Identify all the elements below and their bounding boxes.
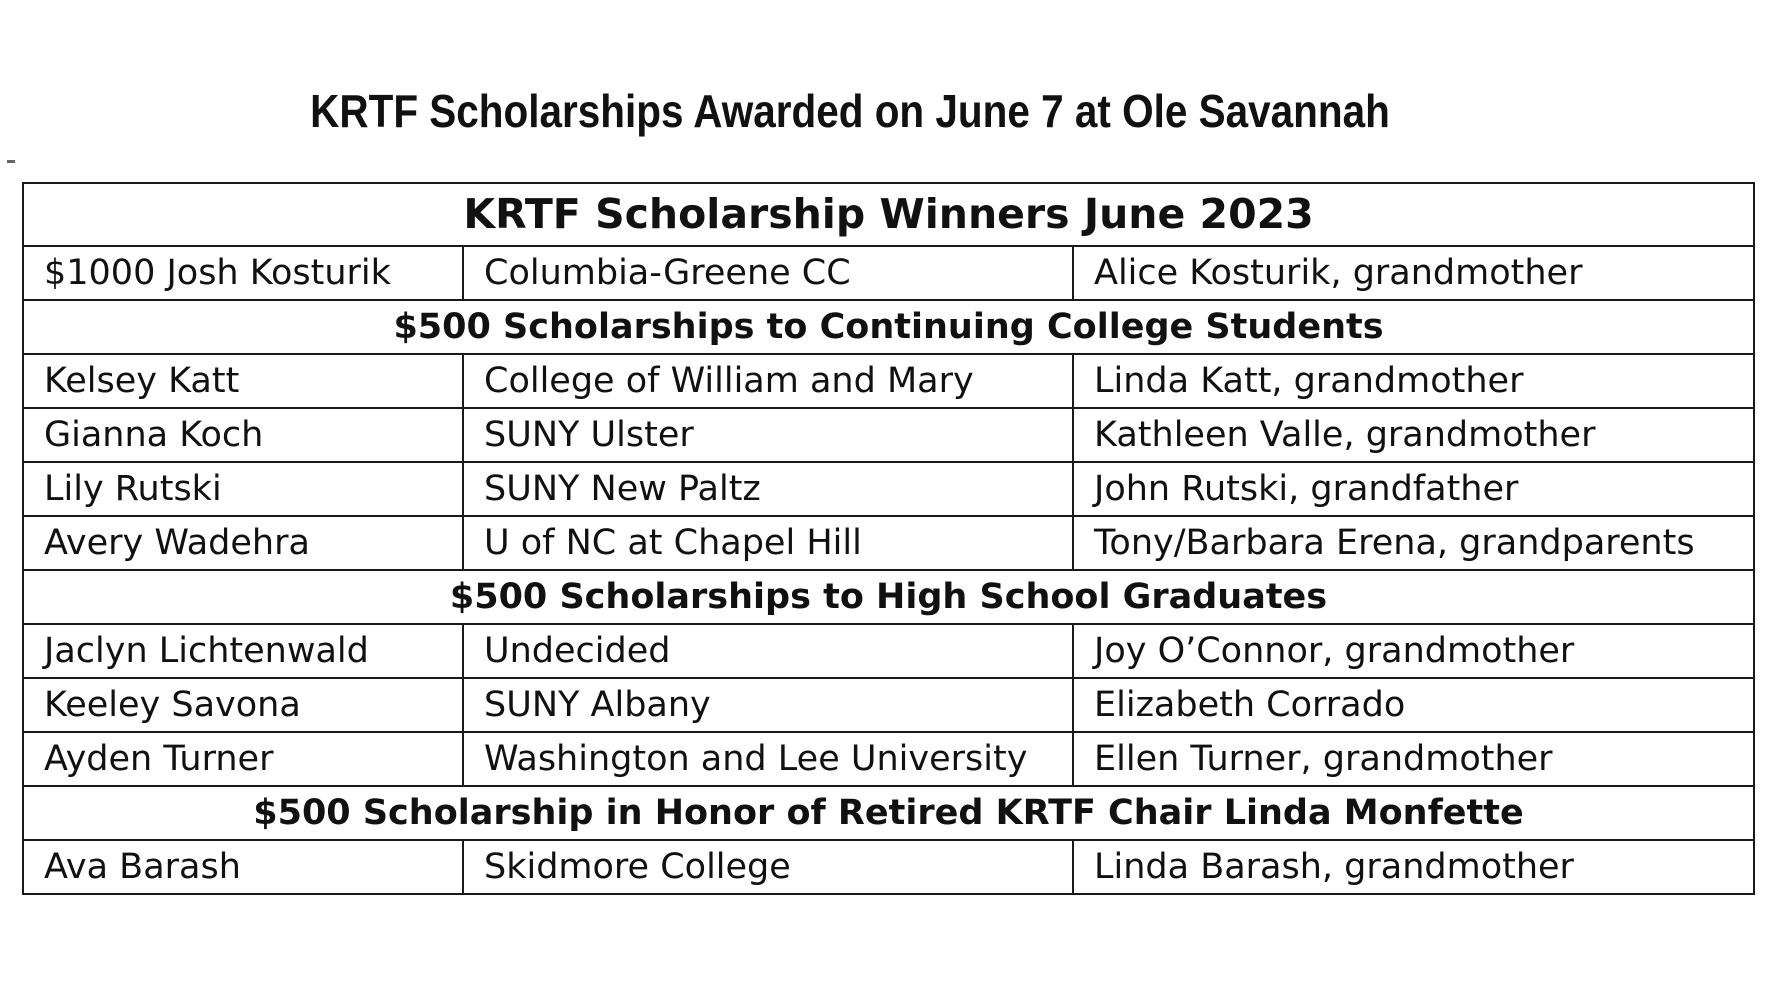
table-row xyxy=(23,624,1754,678)
relative: Ellen Turner, grandmother xyxy=(1073,732,1754,786)
section-heading: $500 Scholarships to Continuing College Students xyxy=(23,300,1754,354)
winner-name: Ava Barash xyxy=(23,840,463,894)
section-heading-row xyxy=(23,300,1754,354)
section-heading: $500 Scholarships to High School Graduates xyxy=(23,570,1754,624)
college: Columbia-Greene CC xyxy=(463,246,1073,300)
relative: Linda Barash, grandmother xyxy=(1073,840,1754,894)
table-title-row xyxy=(23,183,1754,246)
winner-name: Avery Wadehra xyxy=(23,516,463,570)
relative: John Rutski, grandfather xyxy=(1073,462,1754,516)
winner-name: Jaclyn Lichtenwald xyxy=(23,624,463,678)
college: SUNY Albany xyxy=(463,678,1073,732)
table-row xyxy=(23,246,1754,300)
relative: Tony/Barbara Erena, grandparents xyxy=(1073,516,1754,570)
relative: Alice Kosturik, grandmother xyxy=(1073,246,1754,300)
relative: Elizabeth Corrado xyxy=(1073,678,1754,732)
section-heading-row xyxy=(23,570,1754,624)
table-row xyxy=(23,516,1754,570)
table-row xyxy=(23,408,1754,462)
college: College of William and Mary xyxy=(463,354,1073,408)
college: SUNY New Paltz xyxy=(463,462,1073,516)
table-row xyxy=(23,732,1754,786)
page-title: KRTF Scholarships Awarded on June 7 at Ole Savannah xyxy=(310,85,1390,137)
table-row xyxy=(23,840,1754,894)
winner-name: Kelsey Katt xyxy=(23,354,463,408)
winner-name: Lily Rutski xyxy=(23,462,463,516)
college: Undecided xyxy=(463,624,1073,678)
winner-name: Keeley Savona xyxy=(23,678,463,732)
college: Skidmore College xyxy=(463,840,1073,894)
table-title: KRTF Scholarship Winners June 2023 xyxy=(23,183,1754,246)
scholarship-winners-table xyxy=(22,182,1755,895)
section-heading: $500 Scholarship in Honor of Retired KRTF Chair Linda Monfette xyxy=(23,786,1754,840)
winner-name: Gianna Koch xyxy=(23,408,463,462)
college: U of NC at Chapel Hill xyxy=(463,516,1073,570)
college: Washington and Lee University xyxy=(463,732,1073,786)
relative: Linda Katt, grandmother xyxy=(1073,354,1754,408)
college: SUNY Ulster xyxy=(463,408,1073,462)
stray-mark xyxy=(7,160,15,163)
winner-name: Ayden Turner xyxy=(23,732,463,786)
table-row xyxy=(23,462,1754,516)
table-row xyxy=(23,678,1754,732)
section-heading-row xyxy=(23,786,1754,840)
table-row xyxy=(23,354,1754,408)
winner-name: $1000 Josh Kosturik xyxy=(23,246,463,300)
relative: Joy O’Connor, grandmother xyxy=(1073,624,1754,678)
relative: Kathleen Valle, grandmother xyxy=(1073,408,1754,462)
